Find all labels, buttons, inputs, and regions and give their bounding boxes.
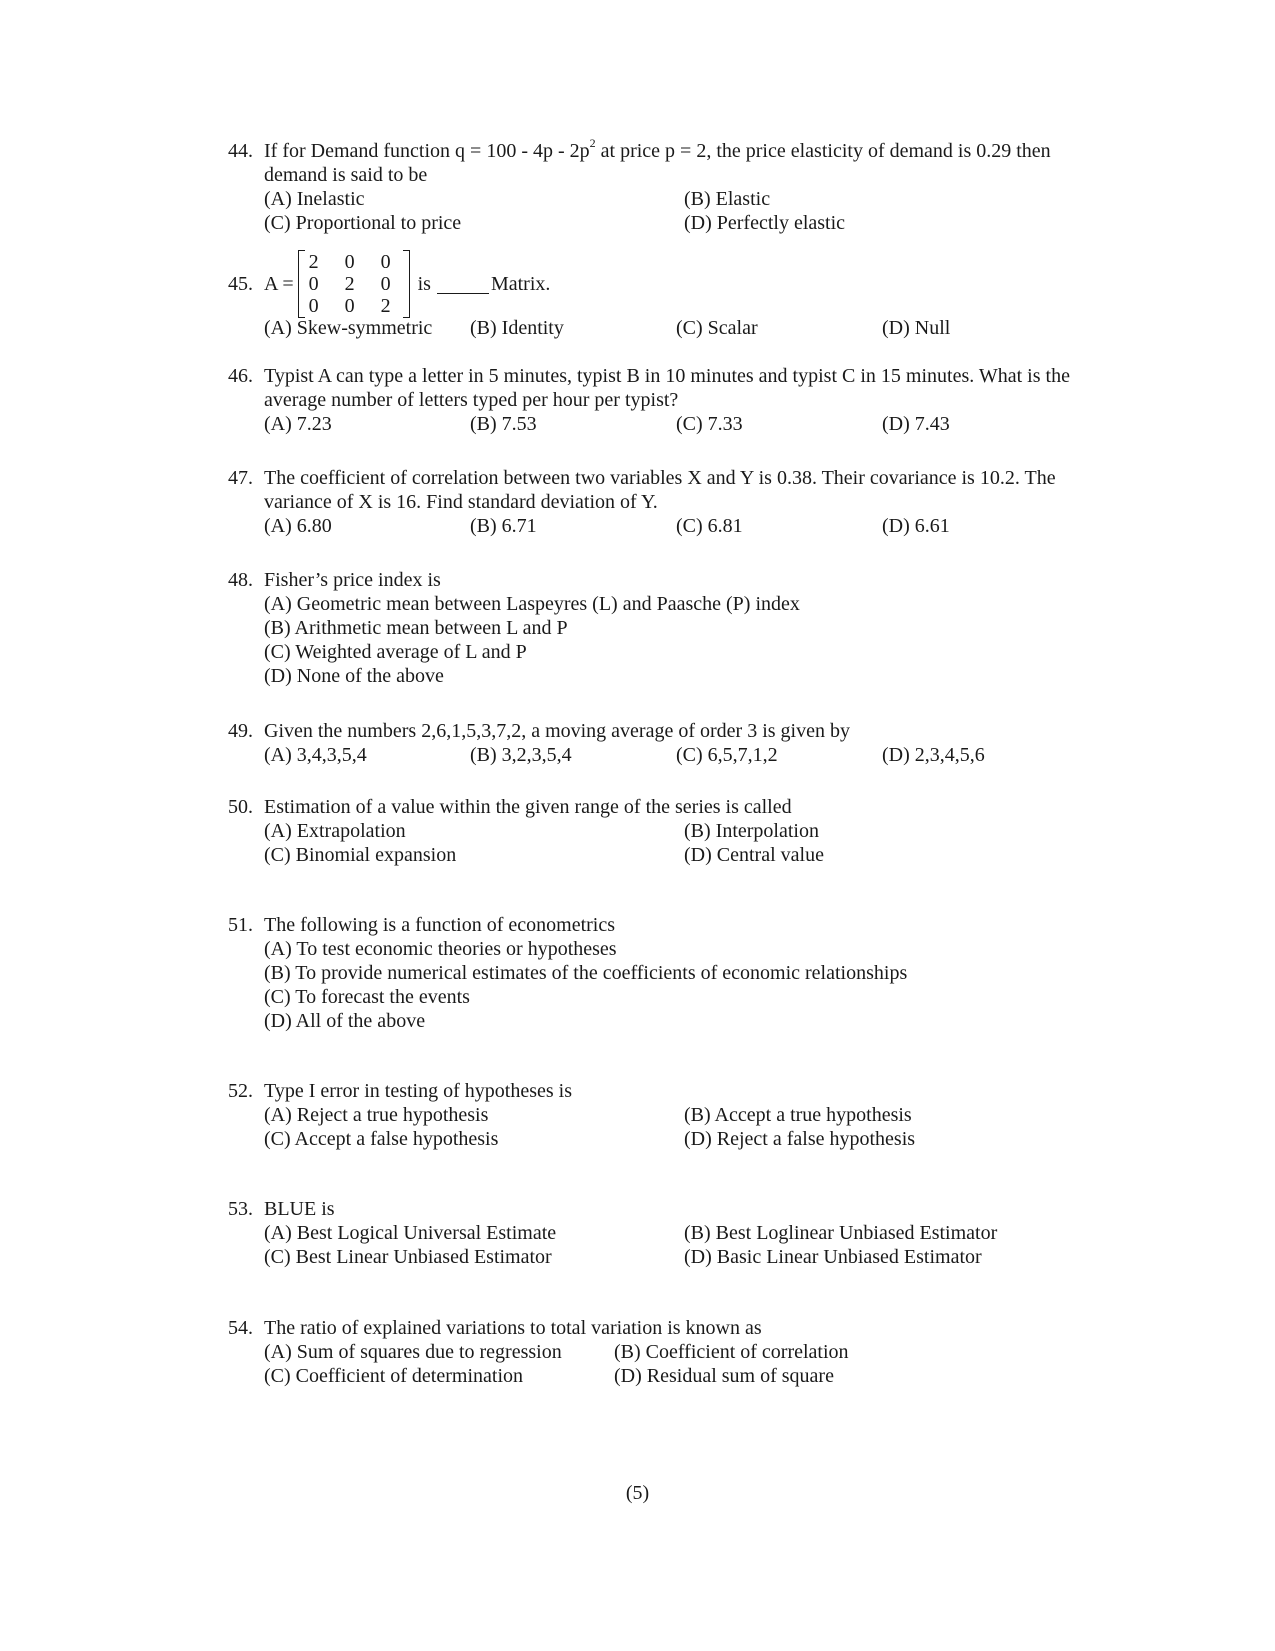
option-b: (B) Interpolation xyxy=(684,820,819,842)
option-b: (B) Arithmetic mean between L and P xyxy=(264,617,568,639)
question-number: 47. xyxy=(228,467,253,489)
question-stem: Estimation of a value within the given range of the series is called xyxy=(264,796,792,818)
answer-blank xyxy=(437,275,489,294)
option-d: (D) 6.61 xyxy=(882,515,950,537)
option-d: (D) None of the above xyxy=(264,665,444,687)
option-c: (C) Binomial expansion xyxy=(264,844,457,866)
question-number: 48. xyxy=(228,569,253,591)
matrix-left-bracket xyxy=(298,250,305,318)
option-b: (B) Coefficient of correlation xyxy=(614,1341,849,1363)
matrix-cell: 2 xyxy=(380,295,391,317)
option-c: (C) Best Linear Unbiased Estimator xyxy=(264,1246,552,1268)
matrix-cell: 2 xyxy=(344,273,355,295)
question-stem: Type I error in testing of hypotheses is xyxy=(264,1080,572,1102)
question-53 xyxy=(228,1197,1088,1269)
option-c: (C) Weighted average of L and P xyxy=(264,641,527,663)
option-d: (D) All of the above xyxy=(264,1010,426,1032)
question-number: 49. xyxy=(228,720,253,742)
option-c: (C) Scalar xyxy=(676,317,758,339)
option-a: (A) To test economic theories or hypotheses xyxy=(264,938,617,960)
option-d: (D) Null xyxy=(882,317,951,339)
question-46 xyxy=(228,364,1088,436)
option-d: (D) Perfectly elastic xyxy=(684,212,846,234)
question-number: 53. xyxy=(228,1198,253,1220)
option-a: (A) Extrapolation xyxy=(264,820,406,842)
option-b: (B) 7.53 xyxy=(470,413,537,435)
question-49 xyxy=(228,719,1088,767)
option-c: (C) Coefficient of determination xyxy=(264,1365,523,1387)
question-number: 52. xyxy=(228,1080,253,1102)
matrix-rhs: Matrix. xyxy=(490,273,551,295)
question-stem: Typist A can type a letter in 5 minutes, typist B in 10 minutes and typist C in 15 minutes. What is the average number of letters typed per hour per typist? xyxy=(264,365,1070,411)
option-a: (A) Skew-symmetric xyxy=(264,317,433,339)
matrix xyxy=(309,251,399,317)
option-a: (A) 7.23 xyxy=(264,413,332,435)
question-stem: If for Demand function $q = 100 - 4p - 2p^2$ at price p = 2, the price elasticity of demand is 0.29 then demand is said to be xyxy=(264,136,1051,186)
option-b: (B) Best Loglinear Unbiased Estimator xyxy=(684,1222,998,1244)
option-b: (B) Identity xyxy=(470,317,564,339)
question-stem: Fisher’s price index is xyxy=(264,569,441,591)
page-number: (5) xyxy=(625,1482,650,1504)
question-44 xyxy=(228,136,1088,235)
question-stem: The ratio of explained variations to total variation is known as xyxy=(264,1317,762,1339)
option-b: (B) 6.71 xyxy=(470,515,537,537)
matrix-cell: 0 xyxy=(344,295,355,317)
question-stem: BLUE is xyxy=(264,1198,335,1220)
option-d: (D) Central value xyxy=(684,844,824,866)
question-number: 51. xyxy=(228,914,253,936)
question-50 xyxy=(228,795,1088,867)
option-a: (A) Geometric mean between Laspeyres (L) and Paasche (P) index xyxy=(264,593,800,615)
matrix-cell: 0 xyxy=(308,295,319,317)
question-number: 45. xyxy=(228,273,253,295)
option-b: (B) Elastic xyxy=(684,188,771,210)
question-number: 46. xyxy=(228,365,253,387)
question-51 xyxy=(228,913,1088,1033)
option-d: (D) 7.43 xyxy=(882,413,950,435)
option-c: (C) 6.81 xyxy=(676,515,743,537)
option-a: (A) Inelastic xyxy=(264,188,365,210)
option-c: (C) Accept a false hypothesis xyxy=(264,1128,499,1150)
matrix-cell: 0 xyxy=(344,251,355,273)
matrix-cell: 0 xyxy=(380,273,391,295)
option-a: (A) Sum of squares due to regression xyxy=(264,1341,562,1363)
matrix-cell: 0 xyxy=(380,251,391,273)
option-b: (B) Accept a true hypothesis xyxy=(684,1104,912,1126)
option-c: (C) 7.33 xyxy=(676,413,743,435)
option-b: (B) To provide numerical estimates of the coefficients of economic relationships xyxy=(264,962,908,984)
matrix-cell: 2 xyxy=(308,251,319,273)
option-a: (A) Reject a true hypothesis xyxy=(264,1104,489,1126)
option-a: (A) 3,4,3,5,4 xyxy=(264,744,367,766)
question-number: 50. xyxy=(228,796,253,818)
matrix-lhs: A = xyxy=(264,273,294,295)
option-d: (D) 2,3,4,5,6 xyxy=(882,744,985,766)
question-number: 44. xyxy=(228,140,253,162)
matrix-right-bracket xyxy=(403,250,410,318)
matrix-cell: 0 xyxy=(308,273,319,295)
question-stem: The coefficient of correlation between two variables X and Y is 0.38. Their covariance is 10.2. The variance of X is 16. Find standard deviation of Y. xyxy=(264,467,1056,513)
option-a: (A) Best Logical Universal Estimate xyxy=(264,1222,557,1244)
option-d: (D) Basic Linear Unbiased Estimator xyxy=(684,1246,982,1268)
option-c: (C) Proportional to price xyxy=(264,212,462,234)
question-52 xyxy=(228,1079,1088,1151)
option-c: (C) To forecast the events xyxy=(264,986,470,1008)
question-number: 54. xyxy=(228,1317,253,1339)
option-d: (D) Reject a false hypothesis xyxy=(684,1128,916,1150)
question-45 xyxy=(228,248,1088,340)
question-stem: Given the numbers 2,6,1,5,3,7,2, a moving average of order 3 is given by xyxy=(264,720,850,742)
option-c: (C) 6,5,7,1,2 xyxy=(676,744,778,766)
question-48 xyxy=(228,568,1088,688)
question-54 xyxy=(228,1316,1088,1388)
option-b: (B) 3,2,3,5,4 xyxy=(470,744,572,766)
option-a: (A) 6.80 xyxy=(264,515,332,537)
question-47 xyxy=(228,466,1088,538)
question-stem: The following is a function of econometrics xyxy=(264,914,616,936)
option-d: (D) Residual sum of square xyxy=(614,1365,834,1387)
matrix-is: is xyxy=(417,273,431,295)
